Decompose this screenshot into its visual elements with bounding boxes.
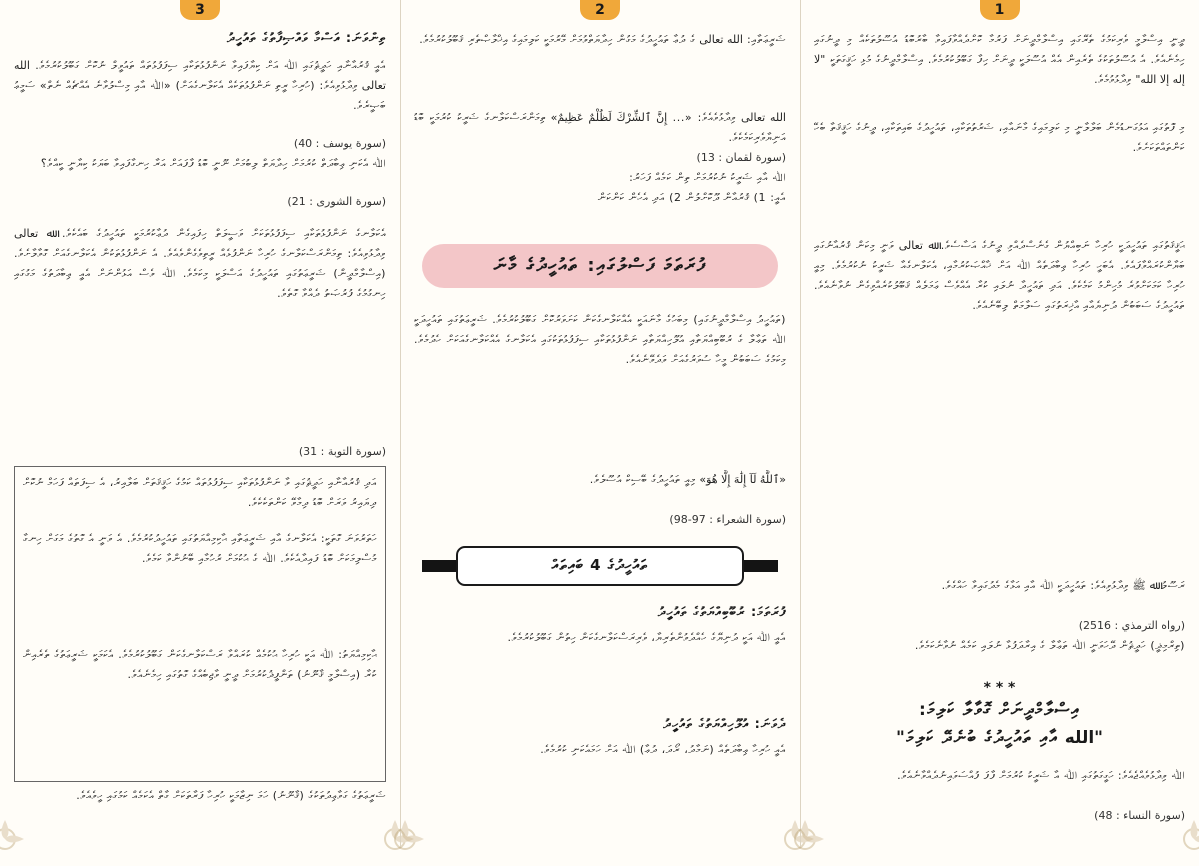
section-title-quote: "الله އާއި ތައުހީދުގެ ބުނެދޭ ކަލިމަ" — [895, 728, 1104, 748]
paragraph: ޝަރީޢަތާއި: الله تعالى ގެ ދުޢާ ތައުހީދުގެ މަގުން ހިދާޔަތްވުމަށް މޭރުމަކީ ކަލިމައިގެ އިޚްލާޞްތެރި ޤަބޫލުކުރުމެވެ. — [419, 33, 786, 46]
page-number: 3 — [180, 0, 220, 20]
quran-reference: (سورة النساء : 48) — [1094, 809, 1185, 822]
paragraph: ﷲ އާއި ޝަރީކު ނުކުރުމަށް ތިން ކަމެއް ފަހަރު: — [629, 171, 786, 184]
content-block — [14, 224, 386, 462]
scroll-bar-right — [740, 560, 778, 572]
section-closing — [814, 680, 1185, 752]
paragraph: އެއީ: 1) ޤުރުއާން ދޫކޮށްލުން 2) އަދި އެހެން ކަންކަން — [597, 191, 786, 204]
content-block — [814, 576, 1185, 676]
content-block — [414, 716, 786, 800]
boxed-paragraph: ޙާކިމިއްޔަތު: ﷲ އަކީ ހުރިހާ ޙުކުމެއް ކުރައްވާ ރަސްކަލާނގެކަން ގަބޫލުކުރުމެވެ. އެކަމަކީ ޝަރީޢަތުގެ ތެރެއިން ކުރާ (އިސްލާމީ ޤާނޫނު) ތަންފީޛުކުރުމަށް ދީނީ ވާޖިބެއްގެ ގޮތުގައި ހިމެނެއެވެ. — [23, 648, 377, 681]
quran-reference: (سورة لقمان : 13) — [696, 151, 786, 164]
paragraph: މި ފޮތުގައި އަޅުގަނޑުމެން ބަލާލާނީ މި ކަލިމައިގެ މާނައާއި، ޝަރުތުތަކާއި، ތައުހީދުގެ ބައިތަކާއި، ދީނުގެ ހަޤީޤަތާ ބެހޭ ކަންތައްތަކަށެވެ. — [814, 121, 1185, 154]
floral-ornament — [782, 816, 828, 862]
content-block — [14, 786, 386, 826]
quran-reference: (سورة التوبة : 31) — [298, 445, 386, 458]
paragraph: «ٱللَّهُ لَآ إِلَٰهَ إِلَّا هُوَ» މިއީ ތައުހީދުގެ ބޭސިކް އުސޫލެވެ. — [589, 473, 786, 486]
quran-reference: (سورة يوسف : 40) — [293, 137, 386, 150]
boxed-paragraph: ހަތަރުވަނަ ގޮތަކީ: އެކަލާނގެ އާއި ޝަރީޢަތާއި ޙާކިމިއްޔަތުގައި ތައުހީދުކުރުމެވެ. އެ ވަނީ އެ ގޮތުގެ މަގަށް ހިނގާ މުސްލިމަކަށް ބޮޑު ފައިދާއެކެވެ. ﷲ ގެ ޙުކުމަށް ރުހުމާއި ބޭނުންވާ ކަމެވެ. — [23, 532, 377, 565]
content-block — [14, 56, 386, 212]
page-2-column — [400, 0, 800, 848]
scroll-title-label: ތައުހީދުގެ 4 ބައިތައް — [456, 546, 744, 586]
section-scroll-title — [422, 546, 778, 586]
paragraph: ދީނީ އިސްލާމީ ވެރިކަމުގެ ތެރޭގައި އިސްލާމްދީނަށް ފަރުމާ ކޮށްދެއްވާފައިވާ ބާރުބޮޑު އުސޫލުތަކެއް މި ދީނުގައި ހިމެނެއެވެ. އެ އުސޫލުތަކުގެ ތެރެއިން އެއް އުސޫލަކީ ދީނަށް ހިފާ ގަބޫލުކުރުމެވެ. އިސްލާމްދީނުގެ މުޅި ހަޤީގަތަކީ "لا إله إلا الله" ވިދާޅުވުމެވެ. — [814, 33, 1185, 86]
page-number: 1 — [980, 0, 1020, 20]
paragraph: ރަސޫލު ﷲ ﷺ ވިދާޅުވިއެވެ: ތައުހީދަކީ ﷲ އާއި އަޅާގެ މެދުގައިވާ ހައްގެވެ. — [941, 579, 1185, 592]
scroll-bar-left — [422, 560, 460, 572]
floral-ornament — [0, 816, 28, 862]
paragraph: އެކަލާނގެ ނަންފުޅުތަކާއި ސިފަފުޅުތަކަށް ވަސީލަތް ހިފައިގެން ދުޢާކުރުމަކީ ތައުހީދުގެ ބައެކެވެ. ﷲ تعالى ވިދާޅުވިއެވެ: ތިމަންރަސްކަލާނގެ ހުރިހާ ނަންފުޅެއް ރީތިވެގެންވެއެވެ. އެ ނަންފުޅުތަކުން އެކަލާނގެއަށް ގޮވާލާށެވެ. (އިސްލާމްދީން) ޝަރީޢަތުގައި ތައުހީދުގެ އަސްލަކީ މިކަމެވެ. ﷲ ވެސް އަޅުންނަށް އެއީ ޢިބާދަތުގެ މަގުގައި ހިނގުމުގެ ފުރުޞަތު ދެއްވާ ގޮތެވެ. — [14, 227, 386, 300]
floral-ornament — [382, 816, 428, 862]
paragraph: ﷲ އެކަނި ޢިބާދަތް ކުރުމަށް ހިދާޔަތް ލިބުމަށް ނޫނީ ބޮޑު ފާފައަށް އަރާ ހިނގާފައިވާ ބަޔަކު ކިޔާނީ ކީއްވެ؟ — [40, 157, 386, 170]
paragraph: ﷲ ވިދާޅުވެއްޖެއެވެ: ހަގީގަތުގައި ﷲ އާ ޝަރީކު ކުރުމަށް ފާފަ ފުއްސަވައިނުދެއްވާނެއެވެ. — [897, 769, 1185, 782]
page-number: 2 — [580, 0, 620, 20]
section-heading-block — [14, 30, 386, 48]
content-block — [414, 30, 786, 208]
boxed-note — [14, 466, 386, 782]
section-title: އިސްލާމްދީނަށް ގޮވާލާ ކަލިމަ: — [918, 700, 1081, 720]
quran-reference: (سورة الشعراء : 97-98) — [669, 513, 786, 526]
content-block — [814, 30, 1185, 110]
content-block — [814, 766, 1185, 826]
content-block — [814, 236, 1185, 566]
hadith-reference: (رواه الترمذي : 2516) — [1078, 619, 1185, 632]
paragraph: الله تعالى ވިދާޅުވެއެވެ: «... إِنَّ ٱلشِّرْكَ لَظُلْمٌ عَظِيمٌ» ތިމަންރަސްކަލާނގެ ޝަރީކު ކުރުމަކީ ބޮޑު އަނިޔާވެރިކަމެކެވެ. — [414, 111, 786, 144]
boxed-paragraph: އަދި ޤުރުއާނާއި ހަދީޘުގައި ވާ ނަންފުޅުތަކާއި ސިފަފުޅުތައް ކަމުގެ ހަޤީޤަތަށް ބަލާއިރު، އެ ސިފަތައް ފަހަމް ނުކޮށް ދިޔައިރު ވަރަށް ބޮޑު ދިމާވޭ ކަންތަކެކެވެ. — [23, 476, 377, 509]
content-block — [814, 118, 1185, 218]
paragraph: އެއީ ﷲ އަކީ ދުނިޔޭގެ ހެއްދެވުންތެރިޔާ، ވެރިރަސްކަލާނގެކަން ހިތުން ގަބޫލުކުރުމެވެ. — [507, 631, 786, 644]
section-heading: ފުރަތަމަ: ރުބޫބިއްޔަތުގެ ތައުހީދު — [657, 605, 786, 620]
content-block — [414, 604, 786, 688]
floral-ornament — [1171, 816, 1199, 862]
section-separator: * * * — [983, 680, 1016, 696]
quran-reference: (سورة الشورى : 21) — [287, 195, 386, 208]
paragraph: (ތައުހީދު އިސްލާމްދީނުގައި) މިބަހުގެ މާނައަކީ އެއްކަލާނގެކަން ކަށަވަރުކޮށް ގަބޫލުކުރުމެވެ. ޝަރީޢަތުގައި ތައުހީދަކީ ﷲ ތަޢާލާ ގެ ރުބޫބިއްޔަތާއި އުލޫހިއްޔަތާއި ނަންފުޅުތަކާއި ސިފަފުޅުތަކުގައި އެކަލާނގެ އެއްކަލާނގެއަކަށް ހެދުމެވެ. މިކަމުގެ ސަބަބުން މީހާ ސުވަރުގެއަށް ވަދެވޭނެއެވެ. — [414, 313, 786, 366]
paragraph: އެއީ ހުރިހާ ޢިބާދަތެއް (ނަމާދު، ރޯދަ، ދުޢާ) ﷲ އަށް ހަމައެކަނި ކުރުމެވެ. — [540, 743, 786, 756]
content-block — [414, 310, 786, 530]
paragraph: ޙަޤީޤަތުގައި ތައުހީދަކީ ހުރިހާ ނަބިއްޔުން ގެނެސްދެއްވި ދީނުގެ އަސާސެވެ. ﷲ تعالى ވަނީ މިކަން ޤުރުއާނުގައި ބަޔާންކުރައްވާފައެވެ. އެބަހީ ހުރިހާ ޢިބާދަތެއް ﷲ އަށް ޚާއްޞަކުރުމާއި، އެކަލާނގެއާ ޝަރީކު ނުކުރުމެވެ. މިއީ ހުރިހާ ކަމަކަށްވުރެ މުހިންމު ކަމެކެވެ. އަދި ތައުހީދާ ނުލައި ކުރާ އެއްވެސް ޢަމަލެއް ޤަބޫލުކުރެއްވިގެން ނުވާނެއެވެ. ތައުހީދުގެ ސަބަބުން ދުނިޔެއާއި އާޚިރަތުގައި ސަލާމަތް ލިބޭނެއެވެ. — [814, 239, 1185, 312]
page-1-column — [800, 0, 1199, 848]
paragraph: (ތިރްމިޛީ) ހަދީޘުން ދޭހަވަނީ ﷲ ތަޢާލާ ގެ އިރާދަފުޅާ ނުލައި ކަމެއް ނުވާނެކަމެވެ. — [914, 639, 1185, 652]
section-heading: ތިންވަނަ: އަސްމާ ވައްޞިފާތުގެ ތައުހީދު — [226, 31, 386, 46]
chapter-title-banner: ފުރަތަމަ ފަސްލުގައި: ތައުހީދުގެ މާނަ — [422, 244, 778, 288]
paragraph: ޝަރީޢަތުގެ ގަވާޢިދުތަކުގެ (ޤާނޫނު) ހަމަ ނިޒާމަކީ ހުރިހާ ފަރާތަކަށް ގާތް އެކަމެއް ކަމުގައި ހީވެއެވެ. — [76, 789, 386, 802]
page-3-column — [0, 0, 400, 848]
section-heading: ދެވަނަ: އުލޫހިއްޔަތުގެ ތައުހީދު — [663, 717, 786, 732]
paragraph: އެއީ ޤުރުއާނާއި ހަދީޘުގައި ﷲ އަށް ކިޔާފައިވާ ނަންފުޅުތަކާއި ސިފަފުޅުތައް ތައުވީލް ނުކޮށް ގަބޫލުކުރުމެވެ. الله تعالى ވިދާޅުވިއެވެ: (ހުރިހާ ރީތި ނަންފުޅުތަކެއް އެކަލާނގެއަށް) «ﷲ އާއި މިސްލުވާނެ އެއްޗެއް ނެތް» ސަމީޢު ބަޞީރެވެ. — [14, 59, 386, 112]
